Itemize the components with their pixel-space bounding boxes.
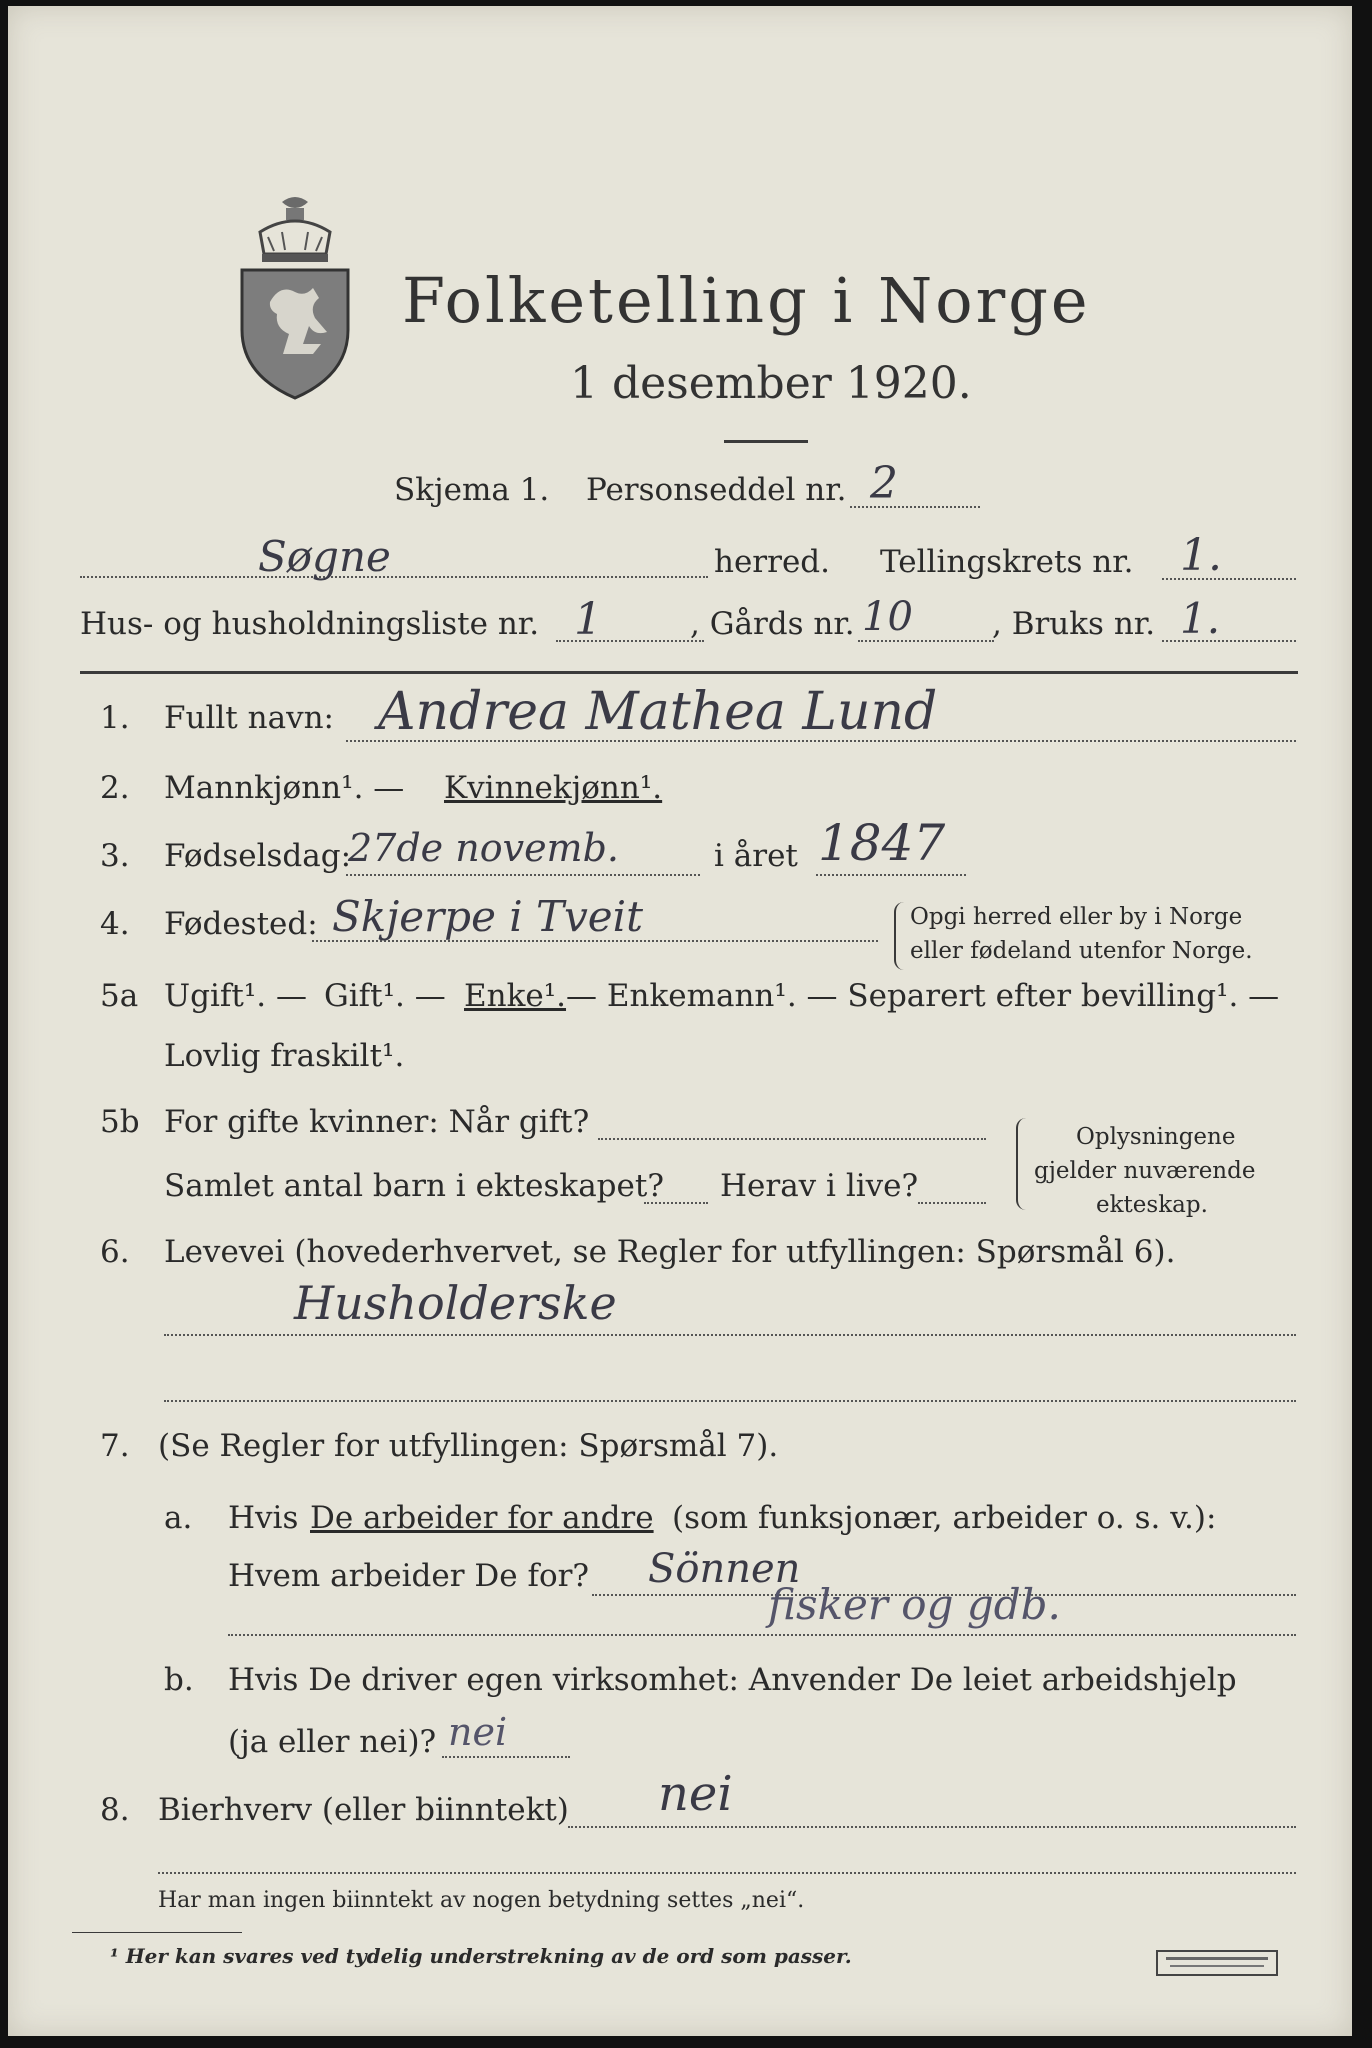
q5b-number: 5b xyxy=(100,1104,140,1140)
herred-label: herred. xyxy=(714,544,830,580)
q7b-label: Hvis De driver egen virksomhet: Anvender De leiet arbeidshjelp xyxy=(228,1662,1237,1698)
q8-line xyxy=(568,1826,1296,1828)
q5b-live-label: Herav i live? xyxy=(720,1168,919,1204)
gards-line xyxy=(858,640,994,642)
q2-number: 2. xyxy=(100,770,130,806)
q7a-number: a. xyxy=(164,1500,193,1536)
q5b-brace xyxy=(1016,1118,1028,1210)
q1-label: Fullt navn: xyxy=(164,700,334,736)
q7a-extra-line xyxy=(228,1634,1296,1636)
census-form xyxy=(8,6,1352,2036)
q6-line-1 xyxy=(164,1334,1296,1336)
footnote-divider xyxy=(72,1932,242,1933)
husliste-value: 1 xyxy=(574,594,602,645)
q5a-gift: Gift¹. — xyxy=(324,978,446,1014)
q1-value: Andrea Mathea Lund xyxy=(378,682,938,742)
q5a-rest: — Enkemann¹. — Separert efter bevilling¹. — xyxy=(566,978,1280,1014)
bruks-value: 1. xyxy=(1180,594,1221,643)
q8-value: nei xyxy=(658,1766,733,1822)
q3-year-value: 1847 xyxy=(818,814,946,872)
husliste-label: Hus- og husholdningsliste nr. xyxy=(80,606,540,642)
q4-value: Skjerpe i Tveit xyxy=(332,892,643,941)
q7a-label-pre: Hvis xyxy=(228,1500,299,1536)
q6-value: Husholderske xyxy=(294,1276,617,1330)
footnote: ¹ Her kan svares ved tydelig understrekning av de ord som passer. xyxy=(110,1944,852,1968)
q5b-barn-line xyxy=(644,1202,708,1204)
q5b-note-3: ekteskap. xyxy=(1096,1192,1208,1218)
q3-line xyxy=(346,874,700,876)
herred-value: Søgne xyxy=(258,532,391,581)
form-title: Folketelling i Norge xyxy=(402,264,1091,337)
q2-kvinne: Kvinnekjønn¹. xyxy=(444,770,663,806)
herred-line xyxy=(80,576,708,578)
q7b-value: nei xyxy=(448,1710,508,1754)
q5b-live-line xyxy=(918,1202,986,1204)
q7b-label-2: (ja eller nei)? xyxy=(228,1724,437,1760)
q7b-number: b. xyxy=(164,1662,194,1698)
q6-line-2 xyxy=(164,1400,1296,1402)
q6-number: 6. xyxy=(100,1234,130,1270)
q8-label: Bierhverv (eller biinntekt) xyxy=(158,1792,569,1828)
bruks-label: , Bruks nr. xyxy=(992,606,1156,642)
q8-line-2 xyxy=(158,1872,1296,1874)
q1-number: 1. xyxy=(100,700,130,736)
q7a-who-value: Sönnen xyxy=(648,1546,801,1592)
personseddel-value: 2 xyxy=(870,458,898,509)
gards-value: 10 xyxy=(862,594,913,640)
personseddel-label: Personseddel nr. xyxy=(586,472,847,508)
q7a-label-post: (som funksjonær, arbeider o. s. v.): xyxy=(672,1500,1217,1536)
q5b-barn-label: Samlet antal barn i ekteskapet? xyxy=(164,1168,664,1204)
q2-mann: Mannkjønn¹. — xyxy=(164,770,405,806)
q5b-note-2: gjelder nuværende xyxy=(1034,1158,1256,1184)
q3-value: 27de novemb. xyxy=(348,826,619,870)
q7a-label-underlined: De arbeider for andre xyxy=(310,1500,654,1536)
q4-brace xyxy=(894,902,906,970)
q7-label: (Se Regler for utfyllingen: Spørsmål 7). xyxy=(158,1428,779,1464)
title-divider xyxy=(724,440,808,443)
q5a-number: 5a xyxy=(100,978,139,1014)
printer-stamp xyxy=(1156,1950,1278,1976)
q3-year-line xyxy=(816,874,966,876)
q3-label: Fødselsdag: xyxy=(164,838,352,874)
q5b-label: For gifte kvinner: Når gift? xyxy=(164,1104,590,1140)
q3-number: 3. xyxy=(100,838,130,874)
census-date: 1 desember 1920. xyxy=(570,358,972,409)
q7b-line xyxy=(442,1756,570,1758)
tellingskrets-value: 1. xyxy=(1180,530,1222,581)
q4-label: Fødested: xyxy=(164,906,318,942)
q5a-line2: Lovlig fraskilt¹. xyxy=(164,1038,405,1074)
q4-number: 4. xyxy=(100,906,130,942)
tellingskrets-label: Tellingskrets nr. xyxy=(880,544,1134,580)
q7-number: 7. xyxy=(100,1428,130,1464)
q7a-extra-value: fisker og gdb. xyxy=(768,1580,1061,1629)
footer-note: Har man ingen biinntekt av nogen betydning settes „nei“. xyxy=(158,1888,805,1913)
q5a-ugift: Ugift¹. — xyxy=(164,978,307,1014)
q6-label: Levevei (hovederhvervet, se Regler for utfyllingen: Spørsmål 6). xyxy=(164,1234,1176,1270)
q8-number: 8. xyxy=(100,1792,130,1828)
q7a-who-label: Hvem arbeider De for? xyxy=(228,1558,590,1594)
q5b-note-1: Oplysningene xyxy=(1076,1124,1236,1150)
q4-note-1: Opgi herred eller by i Norge xyxy=(910,904,1243,930)
gards-label: , Gårds nr. xyxy=(690,606,855,642)
skjema-label: Skjema 1. xyxy=(394,472,550,508)
q4-note-2: eller fødeland utenfor Norge. xyxy=(910,938,1253,964)
coat-of-arms-icon xyxy=(230,192,360,402)
q3-year-label: i året xyxy=(714,838,798,874)
header-divider xyxy=(80,671,1298,674)
q5a-enke: Enke¹. xyxy=(464,978,567,1014)
q5b-gift-line xyxy=(598,1138,986,1140)
